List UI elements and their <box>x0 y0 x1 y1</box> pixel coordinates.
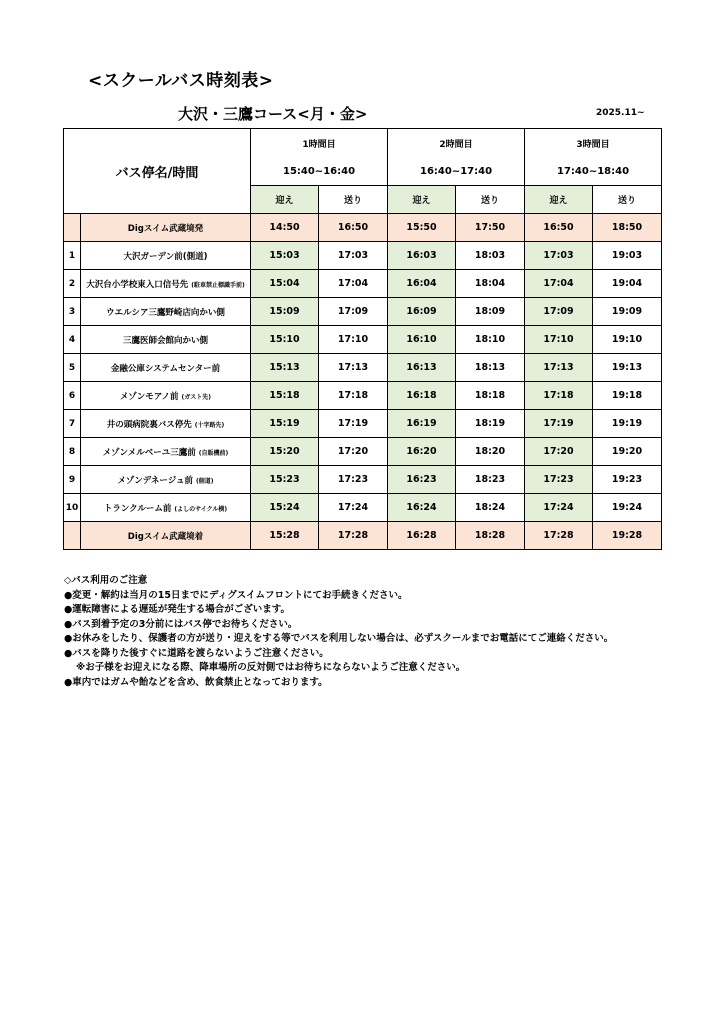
stop-name: Digスイム武蔵境発 <box>127 223 204 234</box>
dropoff-time: 19:19 <box>593 410 662 438</box>
pickup-time: 16:19 <box>388 410 456 438</box>
pickup-time: 15:24 <box>251 494 319 522</box>
stop-number <box>64 214 81 242</box>
pickup-time: 17:23 <box>525 466 593 494</box>
stop-name-cell <box>81 242 251 270</box>
stop-name: 金融公庫システムセンター前 <box>110 363 221 374</box>
pickup-time: 15:19 <box>251 410 319 438</box>
note-line: ●変更・解約は当月の15日までにディグスイムフロントにてお手続きください。 <box>64 589 408 601</box>
dropoff-time: 19:20 <box>593 438 662 466</box>
pickup-time: 16:09 <box>388 298 456 326</box>
stop-number: 3 <box>64 298 81 326</box>
dropoff-time: 18:10 <box>456 326 525 354</box>
dropoff-time: 18:09 <box>456 298 525 326</box>
pickup-time: 16:04 <box>388 270 456 298</box>
pickup-time: 17:18 <box>525 382 593 410</box>
stop-row <box>64 298 662 326</box>
dropoff-time: 18:28 <box>456 522 525 550</box>
period-3-dropoff-header: 送り <box>593 186 662 214</box>
stop-note: (自販機前) <box>198 449 229 457</box>
pickup-time: 17:03 <box>525 242 593 270</box>
dropoff-time: 19:24 <box>593 494 662 522</box>
pickup-time: 15:20 <box>251 438 319 466</box>
stop-number: 10 <box>64 494 81 522</box>
stop-note: (十字路先) <box>194 421 225 429</box>
stop-row <box>64 438 662 466</box>
pickup-time: 17:13 <box>525 354 593 382</box>
stop-number: 4 <box>64 326 81 354</box>
stop-name: メゾンモアノ前 <box>119 391 179 402</box>
dropoff-time: 18:13 <box>456 354 525 382</box>
dropoff-time: 19:13 <box>593 354 662 382</box>
stop-number: 1 <box>64 242 81 270</box>
note-line: ※お子様をお迎えになる際、降車場所の反対側ではお待ちにならないようご注意ください。 <box>76 662 466 673</box>
stop-row <box>64 326 662 354</box>
pickup-time: 17:04 <box>525 270 593 298</box>
dropoff-time: 19:04 <box>593 270 662 298</box>
pickup-time: 17:09 <box>525 298 593 326</box>
dropoff-time: 18:04 <box>456 270 525 298</box>
dropoff-time: 17:24 <box>319 494 388 522</box>
stop-number: 8 <box>64 438 81 466</box>
dropoff-time: 18:23 <box>456 466 525 494</box>
dropoff-time: 17:13 <box>319 354 388 382</box>
period-2-pickup-header: 迎え <box>388 186 456 214</box>
dropoff-time: 17:09 <box>319 298 388 326</box>
stop-time-header: バス停名/時間 <box>64 129 251 214</box>
pickup-time: 17:20 <box>525 438 593 466</box>
pickup-time: 16:23 <box>388 466 456 494</box>
dropoff-time: 17:28 <box>319 522 388 550</box>
stop-name: メゾンメルベーユ三鷹前 <box>102 447 196 458</box>
stop-number: 5 <box>64 354 81 382</box>
pickup-time: 16:10 <box>388 326 456 354</box>
usage-notes <box>64 574 613 690</box>
period-3-time: 17:40~18:40 <box>525 157 662 186</box>
pickup-time: 16:18 <box>388 382 456 410</box>
stop-note: (ガスト先) <box>181 393 212 401</box>
stop-name: 大沢台小学校東入口信号先 <box>86 279 189 290</box>
pickup-time: 15:18 <box>251 382 319 410</box>
pickup-time: 16:50 <box>525 214 593 242</box>
pickup-time: 15:09 <box>251 298 319 326</box>
note-line: ●バスを降りた後すぐに道路を渡らないようご注意ください。 <box>64 647 329 659</box>
pickup-time: 14:50 <box>251 214 319 242</box>
stop-name-cell <box>81 270 251 298</box>
stop-row <box>64 494 662 522</box>
pickup-time: 15:03 <box>251 242 319 270</box>
stop-note: (側道) <box>196 477 214 485</box>
stop-number: 6 <box>64 382 81 410</box>
stop-name-cell <box>81 466 251 494</box>
course-subtitle: 大沢・三鷹コース<月・金> <box>178 105 368 123</box>
stop-name: 大沢ガーデン前(側道) <box>123 251 208 262</box>
pickup-time: 16:28 <box>388 522 456 550</box>
dropoff-time: 17:18 <box>319 382 388 410</box>
stop-name-cell <box>81 298 251 326</box>
pickup-time: 15:28 <box>251 522 319 550</box>
stop-name-cell <box>81 438 251 466</box>
dropoff-time: 18:24 <box>456 494 525 522</box>
pickup-time: 15:13 <box>251 354 319 382</box>
pickup-time: 16:24 <box>388 494 456 522</box>
note-line: ●お休みをしたり、保護者の方が送り・迎えをする等でバスを利用しない場合は、必ずスクールまでお電話にてご連絡ください。 <box>64 633 614 644</box>
dropoff-time: 18:03 <box>456 242 525 270</box>
timetable <box>63 128 662 550</box>
pickup-time: 15:04 <box>251 270 319 298</box>
pickup-time: 16:03 <box>388 242 456 270</box>
stop-row <box>64 410 662 438</box>
stop-name-cell <box>81 410 251 438</box>
stop-name-cell <box>81 214 251 242</box>
stop-name: ウエルシア三鷹野崎店向かい側 <box>106 307 225 318</box>
pickup-time: 15:50 <box>388 214 456 242</box>
stop-name-cell <box>81 382 251 410</box>
period-3-name: 3時間目 <box>525 129 662 158</box>
dropoff-time: 17:04 <box>319 270 388 298</box>
dropoff-time: 19:28 <box>593 522 662 550</box>
stop-number <box>64 522 81 550</box>
stop-name: メゾンデネージュ前 <box>117 475 194 486</box>
notes-heading: ◇バス利用のご注意 <box>64 575 148 586</box>
period-1-pickup-header: 迎え <box>251 186 319 214</box>
stop-row <box>64 354 662 382</box>
dropoff-time: 19:09 <box>593 298 662 326</box>
pickup-time: 17:10 <box>525 326 593 354</box>
stop-row <box>64 270 662 298</box>
dropoff-time: 18:20 <box>456 438 525 466</box>
page-title: <スクールバス時刻表> <box>88 71 274 91</box>
period-2-name: 2時間目 <box>388 129 525 158</box>
terminal-row <box>64 522 662 550</box>
dropoff-time: 18:19 <box>456 410 525 438</box>
stop-name: 三鷹医師会館向かい側 <box>122 335 208 346</box>
dropoff-time: 17:23 <box>319 466 388 494</box>
period-2-time: 16:40~17:40 <box>388 157 525 186</box>
dropoff-time: 19:10 <box>593 326 662 354</box>
note-line: ●車内ではガムや飴などを含め、飲食禁止となっております。 <box>64 676 328 688</box>
dropoff-time: 17:19 <box>319 410 388 438</box>
stop-row <box>64 466 662 494</box>
dropoff-time: 17:10 <box>319 326 388 354</box>
pickup-time: 17:28 <box>525 522 593 550</box>
stop-name: Digスイム武蔵境着 <box>127 531 204 542</box>
note-line: ●バス到着予定の3分前にはバス停でお待ちください。 <box>64 618 298 630</box>
terminal-row <box>64 214 662 242</box>
stop-number: 2 <box>64 270 81 298</box>
dropoff-time: 19:18 <box>593 382 662 410</box>
stop-row <box>64 382 662 410</box>
dropoff-time: 19:23 <box>593 466 662 494</box>
stop-number: 9 <box>64 466 81 494</box>
period-3-pickup-header: 迎え <box>525 186 593 214</box>
dropoff-time: 18:18 <box>456 382 525 410</box>
stop-note: (駐車禁止標識手前) <box>191 281 245 289</box>
timetable-body <box>64 214 662 550</box>
stop-name: 井の頭病院裏バス停先 <box>106 419 192 430</box>
pickup-time: 17:19 <box>525 410 593 438</box>
pickup-time: 15:10 <box>251 326 319 354</box>
pickup-time: 15:23 <box>251 466 319 494</box>
stop-name-cell <box>81 326 251 354</box>
effective-date: 2025.11~ <box>596 108 645 118</box>
pickup-time: 17:24 <box>525 494 593 522</box>
pickup-time: 16:13 <box>388 354 456 382</box>
period-1-time: 15:40~16:40 <box>251 157 388 186</box>
stop-row <box>64 242 662 270</box>
stop-name-cell <box>81 522 251 550</box>
stop-name-cell <box>81 354 251 382</box>
period-2-dropoff-header: 送り <box>456 186 525 214</box>
dropoff-time: 17:20 <box>319 438 388 466</box>
stop-note: (よしのサイクル横) <box>174 505 228 513</box>
period-1-dropoff-header: 送り <box>319 186 388 214</box>
stop-name-cell <box>81 494 251 522</box>
stop-number: 7 <box>64 410 81 438</box>
dropoff-time: 17:03 <box>319 242 388 270</box>
dropoff-time: 17:50 <box>456 214 525 242</box>
pickup-time: 16:20 <box>388 438 456 466</box>
note-line: ●運転障害による遅延が発生する場合がございます。 <box>64 604 291 615</box>
period-1-name: 1時間目 <box>251 129 388 158</box>
stop-name: トランクルーム前 <box>103 503 172 514</box>
dropoff-time: 18:50 <box>593 214 662 242</box>
dropoff-time: 16:50 <box>319 214 388 242</box>
dropoff-time: 19:03 <box>593 242 662 270</box>
